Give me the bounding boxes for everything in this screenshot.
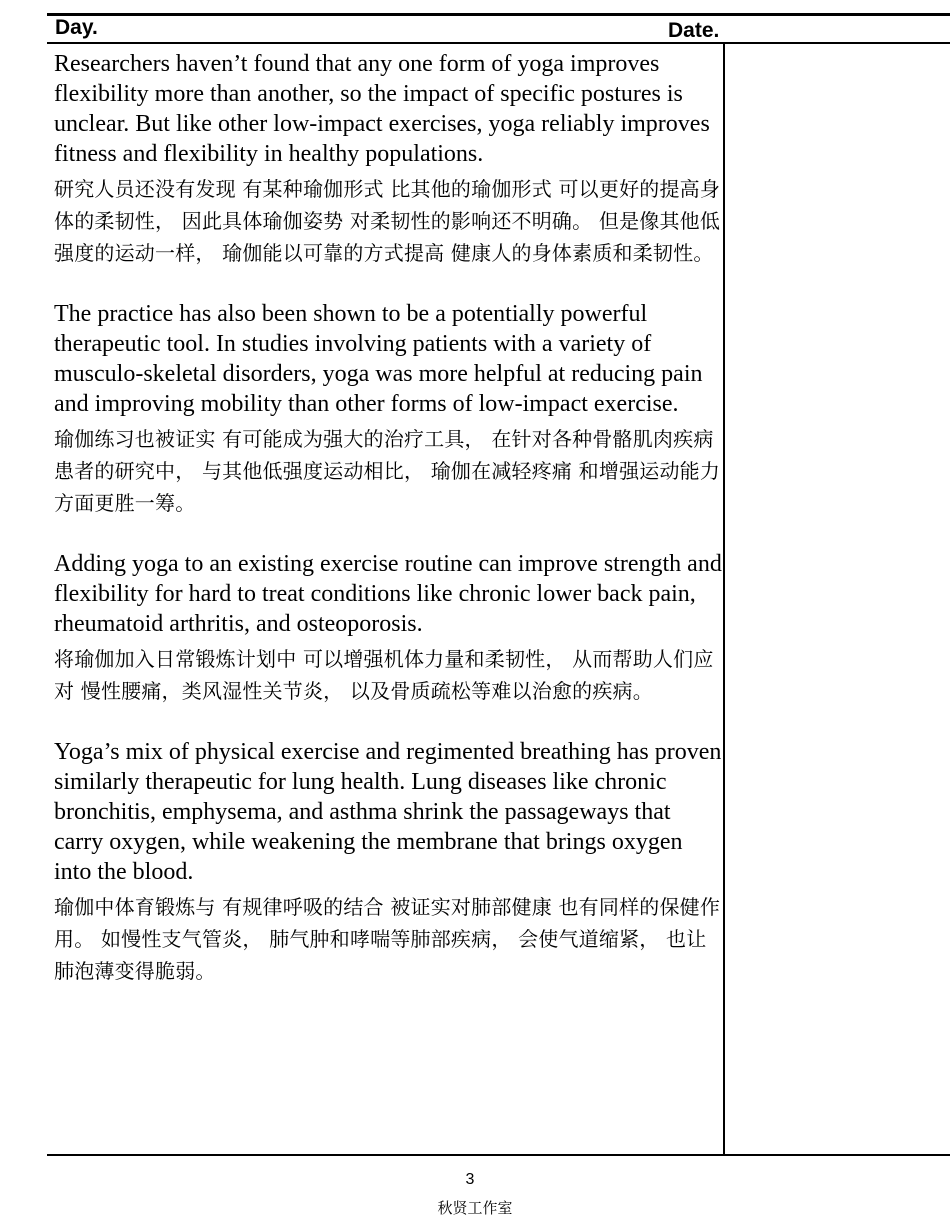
page-bottom-rule <box>47 1154 950 1156</box>
chinese-translation: 将瑜伽加入日常锻炼计划中 可以增强机体力量和柔韧性， 从而帮助人们应对 慢性腰痛，类风湿性关节炎， 以及骨质疏松等难以治愈的疾病。 <box>54 647 714 703</box>
paragraph-1 <box>54 49 722 269</box>
english-text: The practice has also been shown to be a potentially powerful therapeutic tool. In studies involving patients with a variety of musculo-skeletal disorders, yoga was more helpful at reducing pain and improving mobility than other forms of low-impact exercise. <box>54 301 703 417</box>
english-text: Yoga’s mix of physical exercise and regimented breathing has proven similarly therapeutic for lung health. Lung diseases like chronic bronchitis, emphysema, and asthma shrink the passageways that carry oxygen, while weakening the membrane that brings oxygen into the blood. <box>54 739 722 885</box>
english-text: Adding yoga to an existing exercise routine can improve strength and flexibility for hard to treat conditions like chronic lower back pain, rheumatoid arthritis, and osteoporosis. <box>54 551 722 637</box>
day-label: Day. <box>55 16 98 39</box>
chinese-translation: 瑜伽中体育锻炼与 有规律呼吸的结合 被证实对肺部健康 也有同样的保健作用。 如慢性支气管炎， 肺气肿和哮喘等肺部疾病， 会使气道缩紧， 也让肺泡薄变得脆弱。 <box>54 895 721 983</box>
margin-divider <box>723 42 725 1156</box>
page-number: 3 <box>465 1171 475 1188</box>
page-content <box>54 49 722 1017</box>
studio-credit: 秋贤工作室 <box>437 1199 513 1217</box>
paragraph-3 <box>54 549 722 707</box>
paragraph-2 <box>54 299 722 519</box>
header-bottom-rule <box>47 42 950 44</box>
chinese-translation: 研究人员还没有发现 有某种瑜伽形式 比其他的瑜伽形式 可以更好的提高身体的柔韧性， 因此具体瑜伽姿势 对柔韧性的影响还不明确。 但是像其他低强度的运动一样， 瑜伽能以可靠的方式提高 健康人的身体素质和柔韧性。 <box>54 177 721 265</box>
date-label: Date. <box>668 19 720 42</box>
paragraph-4 <box>54 737 722 987</box>
header-top-rule <box>47 13 950 16</box>
english-text: Researchers haven’t found that any one form of yoga improves flexibility more than another, so the impact of specific postures is unclear. But like other low-impact exercises, yoga reliably improves fitness and flexibility in healthy populations. <box>54 51 710 167</box>
chinese-translation: 瑜伽练习也被证实 有可能成为强大的治疗工具， 在针对各种骨骼肌肉疾病患者的研究中， 与其他低强度运动相比， 瑜伽在减轻疼痛 和增强运动能力方面更胜一筹。 <box>54 427 721 515</box>
